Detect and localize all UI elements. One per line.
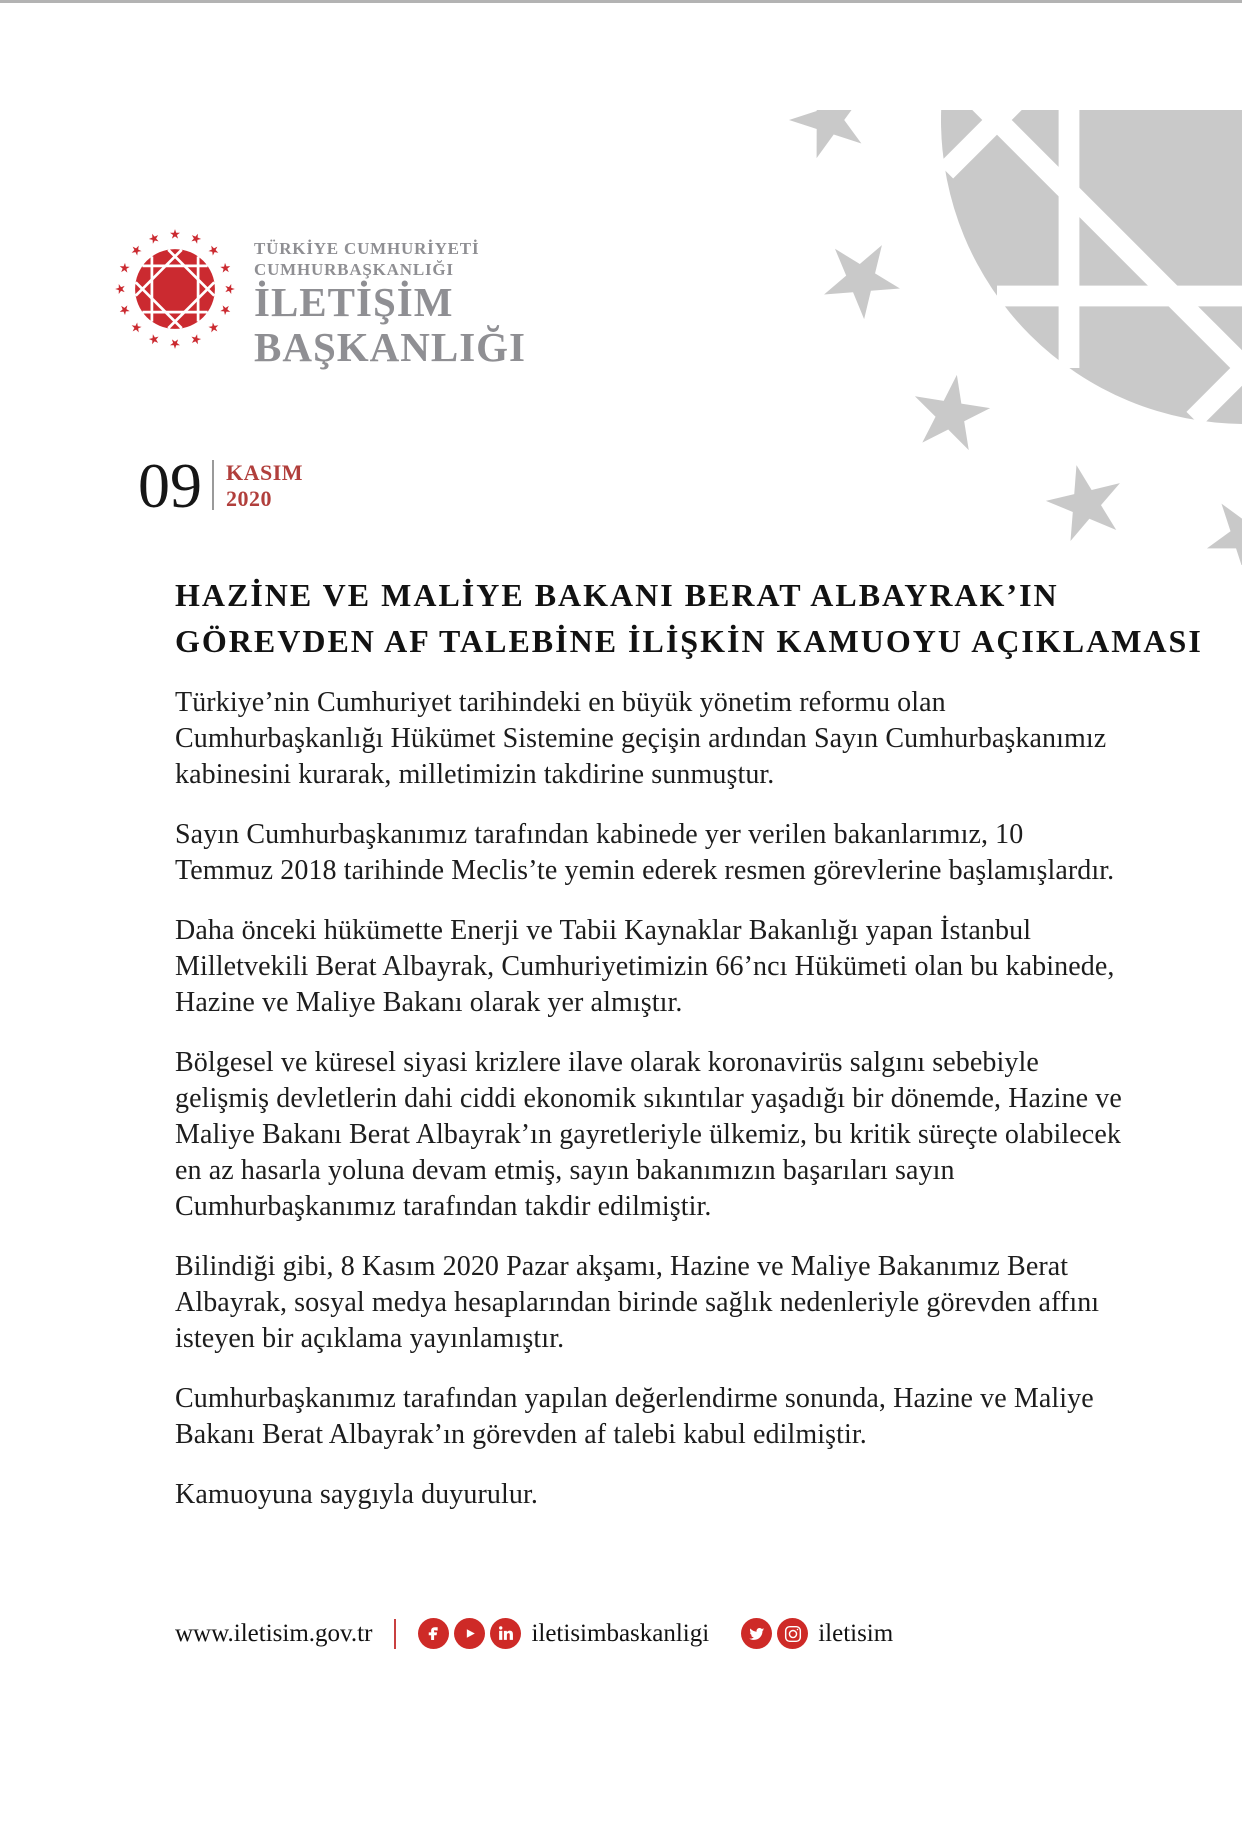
directorate-logo	[112, 226, 526, 370]
logo-org-line2: CUMHURBAŞKANLIĞI	[254, 260, 454, 279]
logo-org-line1: TÜRKİYE CUMHURİYETİ	[254, 239, 480, 258]
date-block	[138, 450, 304, 521]
page-title	[175, 572, 1203, 664]
date-divider	[212, 460, 214, 510]
linkedin-icon	[490, 1618, 521, 1649]
twitter-icon	[741, 1618, 772, 1649]
date-month-year	[226, 456, 303, 512]
date-month: KASIM	[226, 460, 304, 485]
instagram-icon	[777, 1618, 808, 1649]
footer	[175, 1618, 893, 1649]
presidency-emblem-icon	[112, 226, 238, 352]
social-icons-group-1	[418, 1618, 521, 1649]
logo-org-line4: BAŞKANLIĞI	[254, 324, 527, 370]
footer-divider	[394, 1619, 396, 1649]
press-release-paragraph: Sayın Cumhurbaşkanımız tarafından kabinede yer verilen bakanlarımız, 10 Temmuz 2018 tarihinde Meclis’te yemin ederek resmen görevlerine başlamışlardır.	[175, 819, 1115, 886]
press-release-paragraph: Daha önceki hükümette Enerji ve Tabii Kaynaklar Bakanlığı yapan İstanbul Milletvekili Berat Albayrak, Cumhuriyetimizin 66’ncı Hükümeti olan bu kabinede, Hazine ve Maliye Bakanı olarak yer almıştır.	[175, 915, 1115, 1018]
social-handle-short: iletisim	[818, 1619, 894, 1647]
press-release-paragraph: Türkiye’nin Cumhuriyet tarihindeki en büyük yönetim reformu olan Cumhurbaşkanlığı Hükümet Sistemine geçişin ardından Sayın Cumhurbaşkanımız kabinesini kurarak, milletimizin takdirine sunmuştur.	[175, 687, 1107, 790]
youtube-icon	[454, 1618, 485, 1649]
press-release-body	[175, 572, 1203, 1537]
press-release-paragraph: Cumhurbaşkanımız tarafından yapılan değerlendirme sonunda, Hazine ve Maliye Bakanı Berat Albayrak’ın görevden af talebi kabul edilmiştir.	[175, 1383, 1094, 1450]
page-title-line1: HAZİNE VE MALİYE BAKANI BERAT ALBAYRAK’IN	[175, 577, 1059, 613]
facebook-icon	[418, 1618, 449, 1649]
logo-org-line3: İLETİŞİM	[254, 279, 454, 325]
website-url: www.iletisim.gov.tr	[175, 1619, 373, 1647]
date-day: 09	[138, 450, 202, 521]
social-handle-main: iletisimbaskanligi	[531, 1619, 710, 1647]
social-icons-group-2	[741, 1618, 808, 1649]
presidency-emblem-watermark-icon	[780, 110, 1242, 565]
date-year: 2020	[226, 486, 272, 511]
logo-wordmark	[254, 226, 526, 370]
press-release-closing: Kamuoyuna saygıyla duyurulur.	[175, 1479, 538, 1510]
page-title-line2: GÖREVDEN AF TALEBİNE İLİŞKİN KAMUOYU AÇIKLAMASI	[175, 623, 1203, 659]
top-border-line	[0, 0, 1242, 3]
press-release-paragraph: Bölgesel ve küresel siyasi krizlere ilave olarak koronavirüs salgını sebebiyle gelişmiş devletlerin dahi ciddi ekonomik sıkıntılar yaşadığı bir dönemde, Hazine ve Maliye Bakanı Berat Albayrak’ın gayretleriyle ülkemiz, bu kritik süreçte olabilecek en az hasarla yoluna devam etmiş, sayın bakanımızın başarıları sayın Cumhurbaşkanımız tarafından takdir edilmiştir.	[175, 1047, 1122, 1222]
emblem-watermark	[780, 110, 1242, 565]
press-release-paragraph: Bilindiği gibi, 8 Kasım 2020 Pazar akşamı, Hazine ve Maliye Bakanımız Berat Albayrak, sosyal medya hesaplarından birinde sağlık nedenleriyle görevden affını isteyen bir açıklama yayınlamıştır.	[175, 1251, 1100, 1354]
